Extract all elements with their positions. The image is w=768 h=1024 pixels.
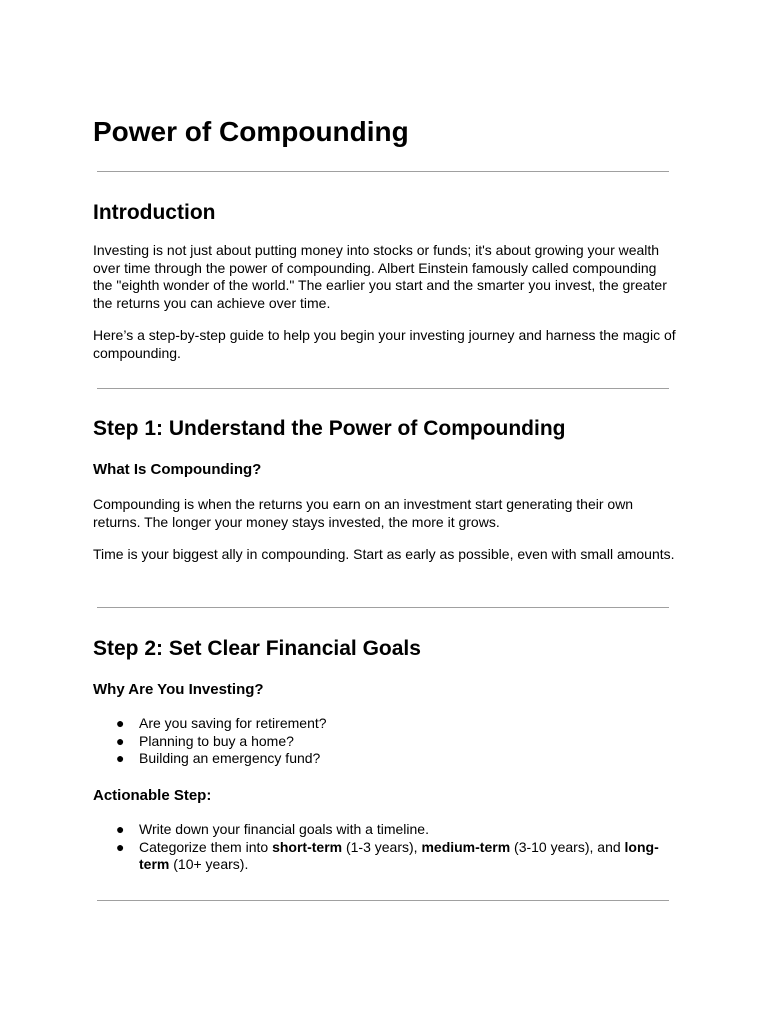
list-item [93, 839, 677, 874]
subheading-why-investing: Why Are You Investing? [93, 681, 264, 698]
divider [97, 171, 669, 172]
list-item [93, 715, 677, 733]
bullet-icon: ● [116, 821, 125, 837]
list-item-text [139, 839, 659, 873]
list-item [93, 821, 677, 839]
list-item [93, 750, 677, 768]
page-title: Power of Compounding [93, 116, 409, 147]
compounding-definition-paragraph: Compounding is when the returns you earn on an investment start generating their own returns. The longer your money stays invested, the more it grows. [93, 496, 634, 530]
categorize-prefix: Categorize them into [139, 838, 273, 855]
medium-term-label: medium-term [421, 838, 511, 855]
bullet-icon: ● [116, 750, 125, 766]
section-heading-step1: Step 1: Understand the Power of Compounding [93, 417, 566, 440]
subheading-actionable-step: Actionable Step: [93, 787, 212, 804]
list-item-text: Planning to buy a home? [139, 732, 294, 749]
time-ally-paragraph: Time is your biggest ally in compounding. Start as early as possible, even with small amounts. [93, 546, 675, 562]
list-item-text: Are you saving for retirement? [139, 715, 327, 731]
divider [97, 388, 669, 389]
short-term-label: short-term [272, 838, 343, 855]
list-item-text: Write down your financial goals with a timeline. [139, 821, 429, 837]
long-term-label: long-term [139, 838, 659, 872]
list-item [93, 733, 677, 751]
long-term-range: (10+ years). [169, 856, 249, 872]
section-heading-step2: Step 2: Set Clear Financial Goals [93, 637, 421, 660]
actionable-steps-list [93, 821, 677, 874]
investing-reasons-list [93, 715, 677, 768]
divider [97, 900, 669, 901]
bullet-icon: ● [116, 838, 125, 855]
bullet-icon: ● [116, 732, 125, 749]
intro-paragraph: Investing is not just about putting money into stocks or funds; it's about growing your wealth over time through the power of compounding. Albert Einstein famously called compounding the "eighth wonder of the world." The earlier you start and the smarter you invest, the greater the returns you can achieve over time. [93, 242, 667, 311]
intro-guide-paragraph: Here’s a step-by-step guide to help you begin your investing journey and harness the magic of compounding. [93, 327, 676, 361]
subheading-what-is-compounding: What Is Compounding? [93, 461, 262, 478]
bullet-icon: ● [116, 715, 125, 731]
short-term-range: (1-3 years), [342, 838, 422, 855]
section-heading-introduction: Introduction [93, 201, 216, 224]
list-item-text: Building an emergency fund? [139, 750, 321, 766]
medium-term-range: (3-10 years), and [510, 838, 625, 855]
divider [97, 607, 669, 608]
